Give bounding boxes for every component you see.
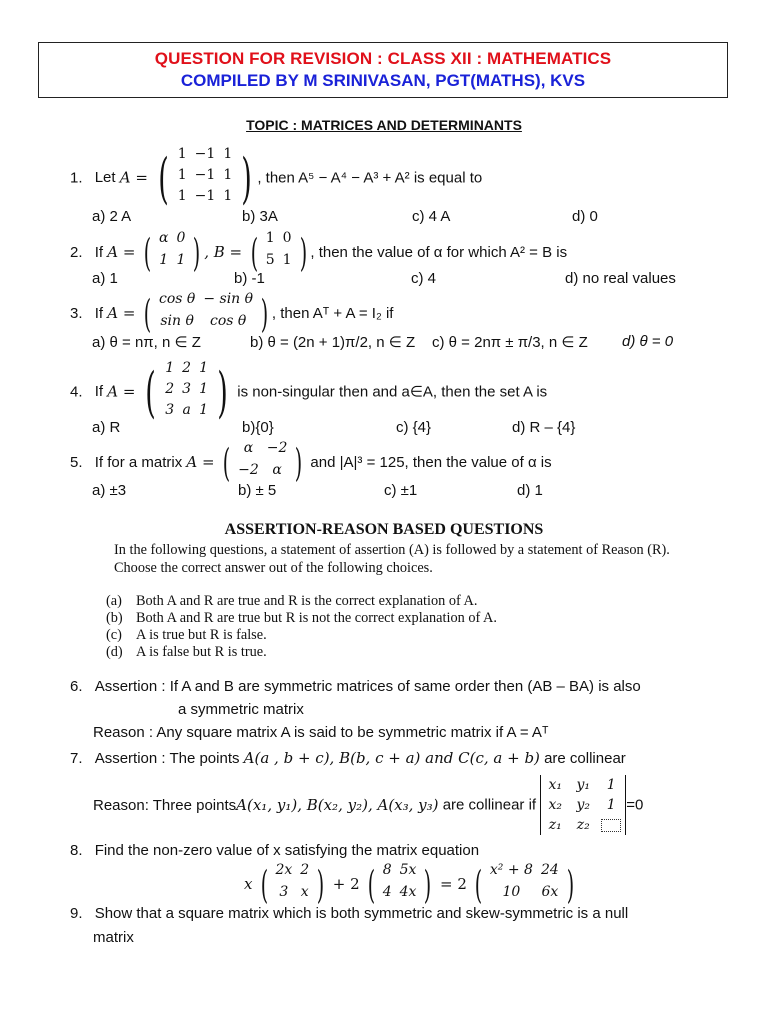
- question-text: If: [94, 243, 108, 261]
- option-d: d) 0: [572, 208, 598, 225]
- question-text: , then Aᵀ + A = I₂ if: [271, 304, 394, 322]
- matrix-cell: 1: [199, 360, 208, 376]
- var-A: A: [107, 303, 119, 322]
- question-9: [70, 905, 628, 922]
- matrix-cell: −2: [266, 440, 288, 456]
- matrix-cell: cos θ: [210, 313, 247, 329]
- topic-heading: TOPIC : MATRICES AND DETERMINANTS: [246, 117, 522, 133]
- question-text: Find the non-zero value of x satisfying the matrix equation: [94, 842, 480, 859]
- choice-a: (a) Both A and R are true and R is the correct explanation of A.: [106, 593, 478, 609]
- matrix-cell: 1: [199, 402, 208, 418]
- question-text: Show that a square matrix which is both symmetric and skew-symmetric is a null: [94, 905, 629, 922]
- var-A: A: [107, 242, 119, 261]
- matrix-cell: − sin θ: [203, 291, 254, 307]
- matrix-cell: x: [300, 884, 309, 900]
- option-a: a) ±3: [92, 482, 127, 499]
- matrix-cell: 1: [176, 252, 186, 268]
- option-c: c) θ = 2nπ ± π/3, n ∈ Z: [432, 334, 588, 351]
- question-number: 6.: [70, 678, 83, 695]
- choice-b: (b) Both A and R are true but R is not the correct explanation of A.: [106, 610, 497, 626]
- matrix-cell: 1: [159, 252, 169, 268]
- matrix-cell: 8: [382, 862, 392, 878]
- choice-d: (d) A is false but R is true.: [106, 644, 267, 660]
- question-number: 9.: [70, 905, 83, 922]
- coefficient: x: [244, 874, 253, 893]
- option-d: d) R – {4}: [512, 419, 576, 436]
- matrix-A: ( cos θ − sin θ sin θ cos θ ): [143, 291, 269, 336]
- question-text: is non-singular then and a∈A, then the set A is: [233, 383, 548, 401]
- option-b: b) θ = (2n + 1)π/2, n ∈ Z: [250, 334, 416, 351]
- matrix-cell: 3: [165, 402, 175, 418]
- option-b: b) ± 5: [238, 482, 277, 499]
- equals-sign: =: [118, 382, 141, 401]
- matrix-cell: [597, 815, 625, 835]
- option-b: b) -1: [234, 270, 265, 287]
- var-A: A: [186, 452, 198, 471]
- option-d: d) 1: [517, 482, 543, 499]
- matrix-cell: 1: [165, 360, 175, 376]
- question-text: If: [94, 304, 108, 322]
- option-c: c) 4: [411, 270, 437, 287]
- matrix-cell: 1: [606, 797, 616, 813]
- assertion-text: Assertion : If A and B are symmetric matrices of same order then (AB – BA) is also: [94, 678, 641, 695]
- matrix-cell: 1: [223, 167, 233, 183]
- question-7-reason: [93, 775, 643, 835]
- matrix-cell: −1: [194, 188, 216, 204]
- question-3: [70, 292, 393, 336]
- matrix-cell: 5: [265, 252, 275, 268]
- matrix-cell: 2: [182, 360, 192, 376]
- matrix-cell: 1: [265, 230, 275, 246]
- assertion-reason-title: ASSERTION-REASON BASED QUESTIONS: [224, 521, 544, 538]
- matrix-cell: x² + 8: [489, 862, 533, 878]
- question-7: [70, 749, 626, 767]
- question-number: 1.: [70, 169, 83, 187]
- matrix-cell: 1: [177, 188, 187, 204]
- matrix-1: ( 2x 2 3 x ): [260, 862, 325, 907]
- matrix-cell: 24: [540, 862, 559, 878]
- question-8: [70, 842, 479, 859]
- question-4: [70, 361, 547, 424]
- matrix-cell: 10: [502, 884, 521, 900]
- question-number: 7.: [70, 750, 83, 767]
- matrix-cell: 1: [606, 777, 616, 793]
- option-d: d) θ = 0: [622, 333, 674, 350]
- option-a: a) θ = nπ, n ∈ Z: [92, 334, 201, 351]
- question-2: [70, 231, 567, 275]
- question-text: , then the value of α for which A² = B is: [310, 243, 568, 261]
- option-a: a) 1: [92, 270, 118, 287]
- matrix-cell: cos θ: [158, 291, 196, 307]
- reason-text: Reason : Any square matrix A is said to be symmetric matrix if A = Aᵀ: [93, 724, 549, 741]
- matrix-cell: 1: [223, 146, 233, 162]
- plus-term: + 2: [328, 874, 360, 893]
- option-a: a) R: [92, 419, 121, 436]
- question-text: and |A|³ = 125, then the value of α is: [306, 453, 552, 471]
- assertion-text: are collinear: [539, 750, 626, 767]
- equals-sign: =: [197, 452, 220, 471]
- var-A: A: [119, 168, 131, 187]
- matrix-cell: 2: [300, 862, 310, 878]
- matrix-cell: x₁: [548, 777, 562, 793]
- option-a: a) 2 A: [92, 208, 132, 225]
- var-B: , B: [204, 242, 225, 261]
- matrix-cell: 2: [165, 381, 175, 397]
- matrix-A: ( 1 2 1 2 3 1 3 a 1 ): [145, 360, 228, 424]
- placeholder-box-icon: [601, 819, 621, 832]
- matrix-3: ( x² + 8 24 10 6x ): [474, 862, 574, 907]
- assertion-text: Assertion : The points: [94, 750, 244, 767]
- question-text: , then A⁵ − A⁴ − A³ + A² is equal to: [257, 169, 483, 187]
- matrix-cell: 0: [282, 230, 292, 246]
- matrix-cell: −1: [194, 167, 216, 183]
- question-6: [70, 678, 641, 695]
- matrix-cell: 1: [177, 167, 187, 183]
- reason-text: are collinear if: [438, 796, 541, 814]
- matrix-cell: −1: [194, 146, 216, 162]
- question-text: Let: [94, 169, 120, 187]
- reason-math: A(x₁, y₁), B(x₂, y₂), A(x₃, y₃): [236, 796, 439, 814]
- matrix-cell: a: [182, 402, 191, 418]
- option-c: c) {4}: [396, 419, 432, 436]
- equals-term: = 2: [435, 874, 467, 893]
- equals-sign: =: [118, 242, 141, 261]
- matrix-cell: 1: [199, 381, 208, 397]
- assertion-math: A(a , b + c), B(b, c + a) and C(c, a + b): [243, 749, 540, 767]
- question-text: If: [94, 383, 108, 401]
- matrix-cell: 4x: [399, 884, 417, 900]
- question-number: 2.: [70, 243, 83, 261]
- matrix-equation: [244, 863, 578, 907]
- question-5: [70, 441, 552, 485]
- matrix-B: ( 1 0 5 1 ): [250, 230, 307, 275]
- matrix-cell: −2: [238, 462, 259, 478]
- matrix-A: ( α −2 −2 α ): [223, 440, 303, 485]
- equals-sign: =: [224, 242, 247, 261]
- matrix-A: ( 1 −1 1 1 −1 1 1 −1 1 ): [157, 146, 253, 210]
- matrix-cell: 1: [282, 252, 292, 268]
- option-d: d) no real values: [565, 270, 676, 287]
- equals-sign: =: [118, 303, 141, 322]
- assertion-reason-intro: In the following questions, a statement of assertion (A) is followed by a statement of Reason (R). Choose the correct answer out of the following choices.: [114, 542, 670, 576]
- matrix-cell: 2x: [275, 862, 293, 878]
- matrix-A: ( α 0 1 1 ): [143, 230, 201, 275]
- matrix-cell: 3: [182, 381, 192, 397]
- matrix-cell: α: [158, 230, 169, 246]
- matrix-cell: 1: [177, 146, 187, 162]
- question-text: If for a matrix: [94, 453, 187, 471]
- matrix-cell: α: [243, 440, 254, 456]
- matrix-cell: z₂: [576, 817, 590, 833]
- header-box: [38, 42, 728, 98]
- option-c: c) ±1: [384, 482, 418, 499]
- matrix-cell: α: [272, 462, 282, 478]
- matrix-cell: y₁: [576, 777, 591, 793]
- matrix-cell: 0: [176, 230, 186, 246]
- matrix-cell: 3: [279, 884, 289, 900]
- matrix-cell: x₂: [548, 797, 562, 813]
- matrix-cell: 6x: [541, 884, 559, 900]
- option-b: b) 3A: [242, 208, 278, 225]
- matrix-cell: 5x: [399, 862, 417, 878]
- var-A: A: [107, 382, 119, 401]
- matrix-cell: 1: [223, 188, 233, 204]
- question-1: [70, 147, 482, 210]
- header-title: QUESTION FOR REVISION : CLASS XII : MATHEMATICS: [154, 49, 612, 68]
- option-c: c) 4 A: [412, 208, 451, 225]
- reason-text: =0: [626, 796, 644, 814]
- choice-c: (c) A is true but R is false.: [106, 627, 267, 643]
- question-text-cont: matrix: [93, 929, 134, 946]
- determinant: [540, 775, 626, 835]
- equals-sign: =: [130, 168, 153, 187]
- header-subtitle: COMPILED BY M SRINIVASAN, PGT(MATHS), KVS: [180, 71, 586, 90]
- question-number: 3.: [70, 304, 83, 322]
- option-b: b){0}: [242, 419, 274, 436]
- question-number: 5.: [70, 453, 83, 471]
- matrix-cell: sin θ: [160, 313, 194, 329]
- matrix-cell: y₂: [576, 797, 591, 813]
- matrix-2: ( 8 5x 4 4x ): [367, 862, 432, 907]
- assertion-text-cont: a symmetric matrix: [178, 701, 304, 718]
- matrix-cell: z₁: [548, 817, 562, 833]
- question-number: 8.: [70, 842, 83, 859]
- matrix-cell: 4: [382, 884, 392, 900]
- reason-text: Reason: Three points: [93, 796, 237, 814]
- question-number: 4.: [70, 383, 83, 401]
